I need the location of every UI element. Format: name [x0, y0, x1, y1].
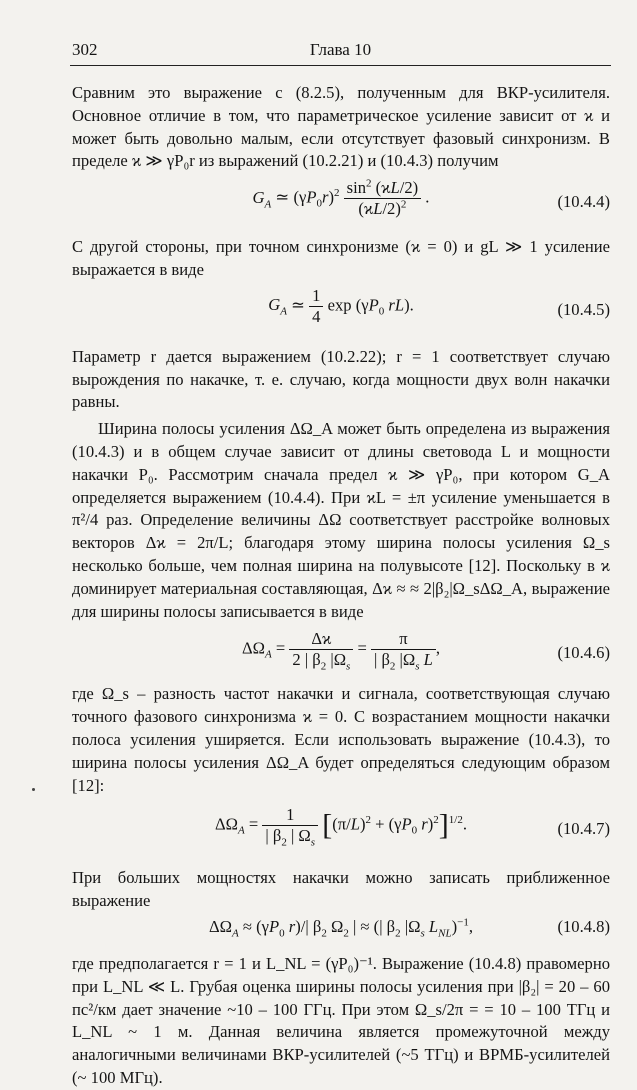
equation-number: (10.4.6): [557, 643, 610, 663]
equation-10-4-5: [72, 286, 610, 336]
equation-10-4-6: [72, 629, 610, 679]
header-rule: [70, 65, 611, 66]
equation-formula: $G_A$ ≃ $(\gamma P_0r)^2$ $\frac{\sin^2 (ϰL/2)}{(ϰL/2)^2}$ .: [252, 177, 430, 219]
scan-speck: [32, 788, 35, 791]
page-header: [72, 40, 609, 64]
paragraph-7: где предполагается r = 1 и L_NL = (γP₀)⁻¹. Выражение (10.4.8) правомерно при L_NL ≪ L. Грубая оценка ширины полосы усиления при |β₂| = 20 – 60 пс²/км дает значение ~10 – 100 ГГц. При этом Ω_s/2π = = 10 – 100 ТГц и L_NL ~ 1 м. Данная величина является промежуточной между аналогичными величинами ВКР-усилителей (~5 ТГц) и ВРМБ-усилителей (~ 100 МГц).: [72, 953, 610, 1087]
equation-number: (10.4.8): [557, 916, 610, 936]
equation-10-4-4: [72, 178, 610, 228]
equation-10-4-7: [72, 805, 610, 861]
equation-number: (10.4.7): [557, 819, 610, 839]
equation-formula: $\Delta\Omega_A \approx (\gamma P_0$ r)/| $\beta_2$ $\Omega_2$ | ≈ (| $\beta_2$ $|\Omega_s$ $L_{NL})^{-1}$,: [208, 916, 473, 940]
paragraph-4: Ширина полосы усиления ΔΩ_A может быть определена из выражения (10.4.3) и в общем случае зависит от длины световода L и мощности накачки P₀. Рассмотрим сначала предел ϰ ≫ γP₀, при котором G_A определяется выражением (10.4.4). При ϰL = ±π усиление уменьшается в π²/4 раз. Определение величины ΔΩ соответствует расстройке волновых векторов Δϰ = 2π/L; благодаря этому ширина полосы усиления Ω_s несколько больше, чем полная ширина на полувысоте [12]. Поскольку в ϰ доминирует материальная составляющая, Δϰ ≈ ≈ 2|β₂|Ω_sΔΩ_A, выражение для ширины полосы записывается в виде: [72, 419, 610, 621]
equation-formula: $\Delta\Omega_A$ = $\frac{\Delta ϰ}{2 | \beta_2 |\Omega_s}$ = $\frac{\pi}{| \beta_2 |\Omega_s L}$ ,: [241, 629, 441, 673]
paragraph-5: где Ω_s – разность частот накачки и сигнала, соответствующая случаю точного фазового синхронизма ϰ = 0. С возрастанием мощности накачки полоса усиления уширяется. Если использовать выражение (10.4.3), то ширина полосы усиления ΔΩ_A будет определяться следующим образом [12]:: [72, 684, 610, 795]
paragraph-6: При больших мощностях накачки можно записать приближенное выражение: [72, 868, 610, 911]
paragraph-1: Сравним это выражение с (8.2.5), полученным для ВКР-усилителя. Основное отличие в том, что параметрическое усиление зависит от ϰ и может быть довольно малым, если отсутствует фазовый синхронизм. В пределе ϰ ≫ γP₀r из выражений (10.2.21) и (10.4.3) получим: [72, 83, 610, 171]
paragraph-3: Параметр r дается выражением (10.2.22); r = 1 соответствует случаю вырождения по накачке, т. е. случаю, когда мощности двух волн накачки равны.: [72, 346, 610, 412]
paragraph-2: С другой стороны, при точном синхронизме (ϰ = 0) и gL ≫ 1 усиление выражается в виде: [72, 237, 610, 279]
running-head: Глава 10: [309, 40, 372, 59]
equation-formula: $\Delta\Omega_A$ = $\frac{1}{| \beta_2 | \Omega_s}$ [$(\pi/L)^2 + (\gamma P_0$ r)$^2$]$^{1/2}$.: [214, 805, 468, 849]
equation-number: (10.4.4): [557, 192, 610, 212]
page-body: [72, 82, 610, 1090]
equation-number: (10.4.5): [557, 299, 610, 319]
page-number: 302: [72, 40, 98, 59]
equation-formula: $G_A$ ≃ $\frac{1}{4}$ $\exp (\gamma P_0$ rL).: [268, 285, 414, 326]
equation-10-4-8: [72, 917, 610, 947]
